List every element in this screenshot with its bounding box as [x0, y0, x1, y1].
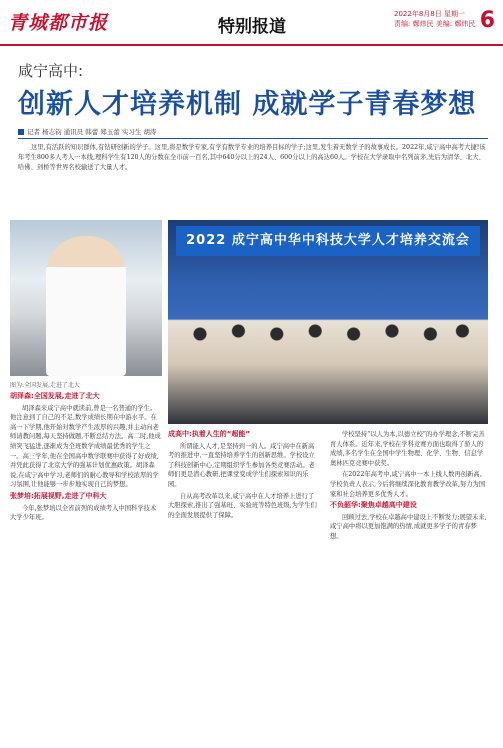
- divider: [18, 138, 488, 139]
- byline: [18, 127, 488, 137]
- paragraph: 在2022年高考中,咸宁高中一本上线人数再创新高。学校负责人表示,今后将继续深化教育教学改革,努力为国家和社会培养更多优秀人才。: [330, 471, 486, 498]
- paragraph: 回顾过去,学校在卓越高中建设上不断发力;展望未来,咸宁高中将以更加饱满的热情,成就更多学子的青春梦想。: [330, 513, 487, 540]
- byline-marker-icon: [18, 129, 24, 135]
- subhead: 成高中:执着人生的“超能”: [168, 430, 251, 438]
- column-right: [330, 430, 488, 742]
- headline: 创新人才培养机制 成就学子青春梦想: [18, 89, 477, 120]
- crowd-figure: [168, 274, 488, 424]
- page-number: 6: [479, 8, 495, 33]
- newspaper-logo: 青城都市报: [8, 12, 109, 34]
- student-figure: [46, 236, 126, 376]
- paragraph: 自从高考改革以来,咸宁高中在人才培养上进行了大胆探索,推出了强基班、实验班等特色班级,为学生们的全面发展提供了保障。: [168, 492, 317, 519]
- date-block: [394, 9, 478, 29]
- group-photo: [168, 220, 488, 424]
- paragraph: 学校坚持“以人为本,以德立校”的办学理念,不断完善育人体系。近年来,学校在学科竞赛方面也取得了骄人的成绩,多名学生在全国中学生物理、化学、生物、信息学奥林匹克竞赛中获奖。: [330, 431, 485, 467]
- divider: [0, 44, 503, 45]
- byline-text: 记者 杨志钧 通讯员 韩蕾 郑玉蕾 实习生 胡涛: [27, 128, 157, 136]
- section-title: 特别报道: [218, 17, 286, 37]
- column-middle: [168, 430, 320, 742]
- subhead: 胡泽森:全国发展,走进了北大: [10, 392, 100, 400]
- paragraph: 今年,张梦培以全省前列的成绩考入中国科学技术大学少年班。: [10, 504, 157, 522]
- column-left: [10, 392, 162, 742]
- subhead: 张梦培:拓展视野,走进了中科大: [10, 491, 107, 500]
- paragraph: 胡泽森来咸宁高中就读前,曾是一名普通的学生。他注意到了自己的不足,数学成绩长期在中游水平。在高一下学期,他开始对数学产生浓厚的兴趣,并主动向老师请教问题,每天坚持做题,不断总结方法。高二时,他成绩突飞猛进,逐渐成为全班数学成绩最优秀的学生之一。高三学年,他在全国高中数学联赛中获得了好成绩,并凭此获得了北京大学的强基计划优惠政策。胡泽森说,在咸宁高中学习,老师们的耐心教导和学校浓厚的学习氛围,让他能够一步步地实现自己的梦想。: [10, 404, 161, 489]
- event-banner: 2022 成宁高中华中科技大学人才培养交流会: [176, 226, 480, 256]
- masthead: [0, 0, 503, 46]
- subhead: 不负韶华:聚焦卓越高中建设: [330, 501, 417, 510]
- student-photo: [10, 220, 162, 376]
- kicker: 咸宁高中:: [18, 62, 84, 80]
- paragraph: 所谓能人人才,是坚持到一的人。咸宁高中在新高考的推进中,一直坚持培养学生的创新思维。学校设立了科技创新中心,定期组织学生参加各类竞赛活动。老师们更是潜心教研,把课堂变成学生们探索知识的乐园。: [168, 442, 315, 488]
- date-line: 2022年8月8日 星期一: [394, 10, 465, 18]
- photo-caption: 图为:全国发展,走进了北大: [10, 382, 80, 389]
- intro-paragraph: 这里,有活跃的知识群体,有钻研创新的学子。这里,将是数学专家,有学有数学专业的培养目标的学子;这里,发生着无数学子的故事成长。2022年,咸宁高中高考大捷!该年考生800多人考入一本线,理科学生有120人的分数在全市前一百名,其中640分以上的24人、600分以上的高达60人。学校在大学录取中名列前茅,先后为清华、北大、哈佛、剑桥等世界名校输送了大量人才。: [18, 144, 486, 171]
- editor-line: 责编: 鄭炜民 美编: 鄭炜民: [394, 20, 476, 28]
